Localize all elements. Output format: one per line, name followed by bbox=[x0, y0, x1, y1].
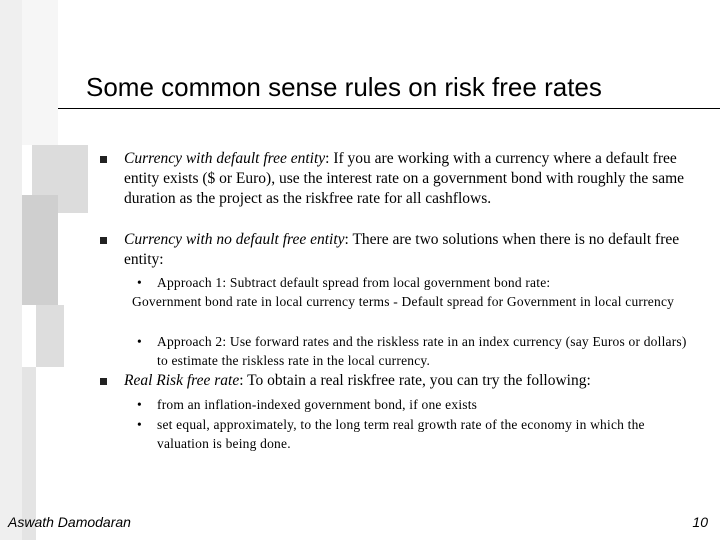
bullet-label: Currency with default free entity bbox=[124, 150, 326, 167]
sub-item-approach-2 bbox=[137, 332, 697, 370]
sub-item-text: Approach 2: Use forward rates and the riskless rate in an index currency (say Euros or dollars) to estimate the riskless rate in the local currency. bbox=[157, 334, 687, 368]
dot-bullet-icon: • bbox=[137, 334, 142, 349]
sub-item-real-growth bbox=[137, 415, 697, 453]
title-divider bbox=[58, 108, 720, 109]
sub-item-text: from an inflation-indexed government bond, if one exists bbox=[157, 397, 478, 412]
square-bullet-icon bbox=[100, 237, 107, 244]
bullet-text: : There are two solutions when there is no default free entity: bbox=[124, 231, 680, 268]
dot-bullet-icon: • bbox=[137, 397, 142, 412]
bullet-label: Currency with no default free entity bbox=[124, 231, 345, 248]
bullet-no-default-free bbox=[124, 230, 689, 270]
bullet-text: : If you are working with a currency where a default free entity exists ($ or Euro), use the interest rate on a government bond with roughly the same duration as the project as the riskfree rate for all cashflows. bbox=[124, 150, 685, 207]
decor-block-5 bbox=[36, 305, 64, 367]
square-bullet-icon bbox=[100, 378, 107, 385]
bullet-text: : To obtain a real riskfree rate, you can try the following: bbox=[239, 372, 591, 389]
sub-item-approach-1 bbox=[137, 273, 697, 292]
sub-item-approach-1-cont bbox=[132, 292, 697, 311]
decor-block-2 bbox=[22, 0, 58, 145]
decor-block-1 bbox=[0, 0, 22, 540]
slide-title: Some common sense rules on risk free rates bbox=[86, 72, 602, 102]
bullet-label: Real Risk free rate bbox=[124, 372, 240, 389]
sub-item-text: set equal, approximately, to the long term real growth rate of the economy in which the valuation is being done. bbox=[157, 417, 645, 451]
dot-bullet-icon: • bbox=[137, 417, 142, 432]
page-number: 10 bbox=[692, 514, 708, 530]
sub-item-text: Government bond rate in local currency terms - Default spread for Government in local currency bbox=[132, 294, 675, 309]
footer-author: Aswath Damodaran bbox=[8, 514, 131, 530]
square-bullet-icon bbox=[100, 156, 107, 163]
sub-item-inflation-indexed bbox=[137, 395, 697, 414]
bullet-real-risk-free bbox=[124, 371, 689, 391]
decor-block-4 bbox=[22, 195, 58, 305]
sub-item-text: Approach 1: Subtract default spread from local government bond rate: bbox=[157, 275, 551, 290]
dot-bullet-icon: • bbox=[137, 275, 142, 290]
bullet-default-free bbox=[124, 149, 689, 209]
